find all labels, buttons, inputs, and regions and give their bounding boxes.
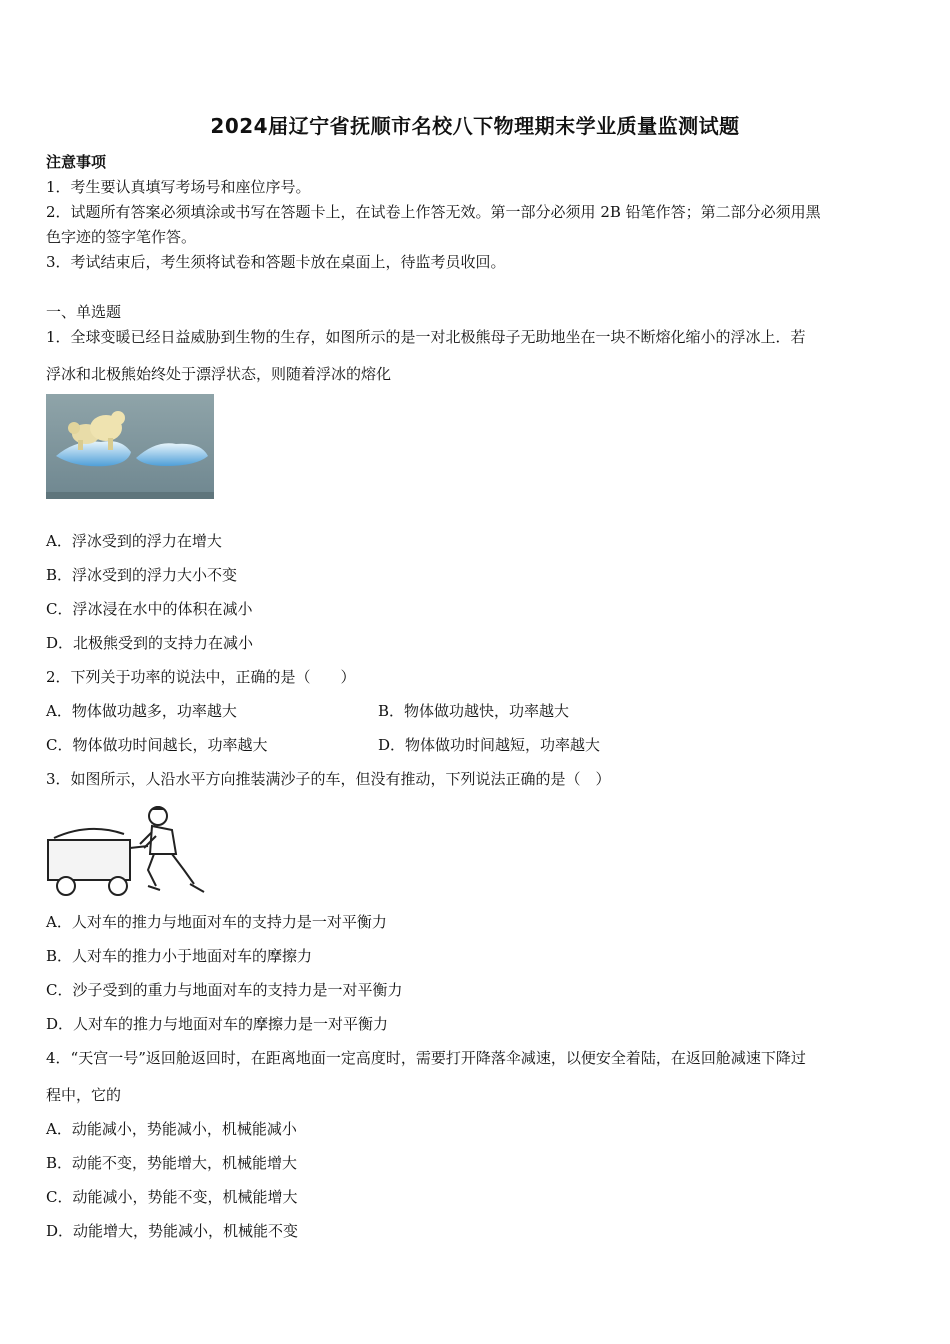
notice-item: 1．考生要认真填写考场号和座位序号。 (46, 178, 311, 196)
question-2-stem: 2．下列关于功率的说法中，正确的是（ ） (46, 668, 356, 686)
question-4-stem: 4．“天宫一号”返回舱返回时，在距离地面一定高度时，需要打开降落伞减速，以便安全着陆，在返回舱减速下降过 (46, 1049, 806, 1067)
question-3-option: C．沙子受到的重力与地面对车的支持力是一对平衡力 (46, 981, 403, 999)
question-3-option: B．人对车的推力小于地面对车的摩擦力 (46, 947, 313, 965)
boy-pushing-cart-figure (44, 800, 216, 898)
notice-item: 2．试题所有答案必须填涂或书写在答题卡上，在试卷上作答无效。第一部分必须用 2B 铅笔作答；第二部分必须用黑 (46, 203, 821, 221)
question-2-option: D．物体做功时间越短，功率越大 (378, 736, 601, 754)
question-4-option: A．动能减小，势能减小，机械能减小 (46, 1120, 297, 1138)
notice-heading: 注意事项 (46, 153, 107, 171)
question-2-option: C．物体做功时间越长，功率越大 (46, 736, 268, 754)
question-4-option: C．动能减小，势能不变，机械能增大 (46, 1188, 298, 1206)
section-heading: 一、单选题 (46, 303, 122, 321)
question-1-option: A．浮冰受到的浮力在增大 (46, 532, 222, 550)
question-2-option: B．物体做功越快，功率越大 (378, 702, 570, 720)
question-3-option: D．人对车的推力与地面对车的摩擦力是一对平衡力 (46, 1015, 389, 1033)
question-1-option: D．北极熊受到的支持力在减小 (46, 634, 254, 652)
notice-item: 色字迹的签字笔作答。 (46, 228, 197, 246)
polar-bear-ice-photo (46, 394, 214, 499)
question-1-option: C．浮冰浸在水中的体积在减小 (46, 600, 253, 618)
question-1-stem: 浮冰和北极熊始终处于漂浮状态，则随着浮冰的熔化 (46, 365, 392, 383)
page-title: 2024届辽宁省抚顺市名校八下物理期末学业质量监测试题 (210, 114, 740, 138)
question-1-option: B．浮冰受到的浮力大小不变 (46, 566, 238, 584)
question-4-option: D．动能增大，势能减小，机械能不变 (46, 1222, 299, 1240)
question-4-option: B．动能不变，势能增大，机械能增大 (46, 1154, 298, 1172)
notice-item: 3．考试结束后，考生须将试卷和答题卡放在桌面上，待监考员收回。 (46, 253, 506, 271)
question-2-option: A．物体做功越多，功率越大 (46, 702, 237, 720)
question-1-stem: 1．全球变暖已经日益威胁到生物的生存，如图所示的是一对北极熊母子无助地坐在一块不断熔化缩小的浮冰上．若 (46, 328, 806, 346)
question-3-stem: 3．如图所示，人沿水平方向推装满沙子的车，但没有推动，下列说法正确的是（ ） (46, 770, 611, 788)
question-3-option: A．人对车的推力与地面对车的支持力是一对平衡力 (46, 913, 387, 931)
question-4-stem: 程中，它的 (46, 1086, 122, 1104)
